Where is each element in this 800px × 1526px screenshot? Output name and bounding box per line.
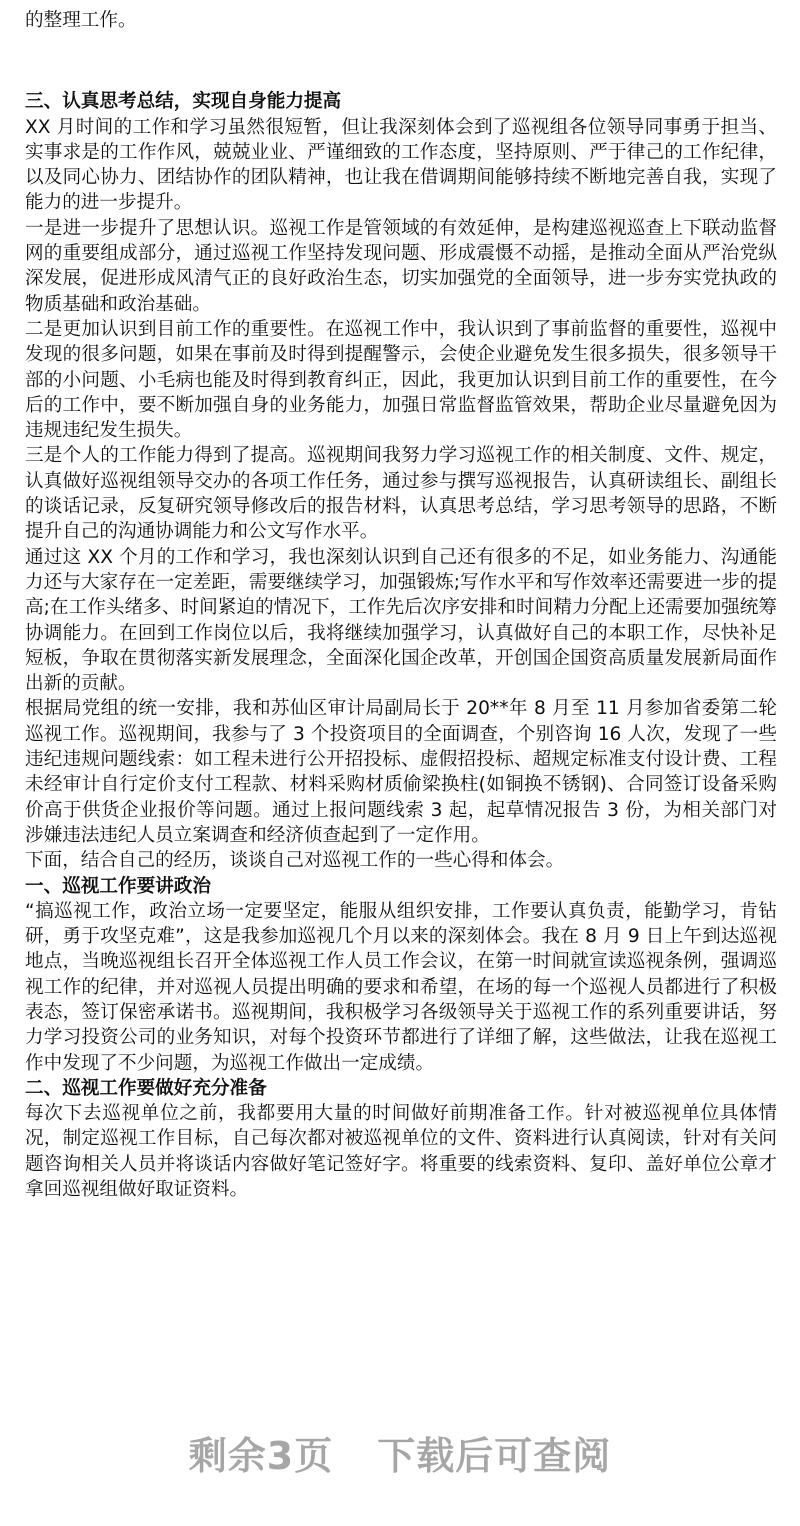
document-body (25, 8, 777, 1202)
paragraph: 根据局党组的统一安排，我和苏仙区审计局副局长于 20**年 8 月至 11 月参加省委第二轮巡视工作。巡视期间，我参与了 3 个投资项目的全面调查，个别咨询 16 人次，发现了一些违纪违规问题线索：如工程未进行公开招投标、虚假招投标、超规定标准支付设计费、工程未经审计自行定价支付工程款、材料采购材质偷梁换柱(如铜换不锈钢)、合同签订设备采购价高于供货企业报价等问题。通过上报问题线索 3 起，起草情况报告 3 份，为相关部门对涉嫌违法违纪人员立案调查和经济侦查起到了一定作用。 (25, 698, 777, 846)
spacer (25, 33, 777, 89)
section-heading: 三、认真思考总结，实现自身能力提高 (25, 91, 342, 113)
paragraph: 三是个人的工作能力得到了提高。巡视期间我努力学习巡视工作的相关制度、文件、规定，认真做好巡视组领导交办的各项工作任务，通过参与撰写巡视报告，认真研读组长、副组长的谈话记录，反复研究领导修改后的报告材料，认真思考总结，学习思考领导的思路，不断提升自己的沟通协调能力和公文写作水平。 (25, 445, 777, 543)
remaining-pages-label: 剩余3页 (188, 1434, 334, 1478)
paragraph: 每次下去巡视单位之前，我都要用大量的时间做好前期准备工作。针对被巡视单位具体情况，制定巡视工作目标，自己每次都对被巡视单位的文件、资料进行认真阅读，针对有关问题咨询相关人员并将谈话内容做好笔记签好字。将重要的线索资料、复印、盖好单位公章才拿回巡视组做好取证资料。 (25, 1103, 777, 1201)
paragraph: 通过这 XX 个月的工作和学习，我也深刻认识到自己还有很多的不足，如业务能力、沟通能力还与大家存在一定差距，需要继续学习，加强锻炼;写作水平和写作效率还需要进一步的提高;在工作头绪多、时间紧迫的情况下，工作先后次序安排和时间精力分配上还需要加强统筹协调能力。在回到工作岗位以后，我将继续加强学习，认真做好自己的本职工作，尽快补足短板，争取在贯彻落实新发展理念，全面深化国企改革，开创国企国资高质量发展新局面作出新的贡献。 (25, 546, 777, 695)
download-prompt[interactable] (0, 1425, 800, 1480)
download-to-view-label: 下载后可查阅 (377, 1434, 612, 1478)
paragraph: “搞巡视工作，政治立场一定要坚定，能服从组织安排，工作要认真负责，能勤学习，肯钻研，勇于攻坚克难”，这是我参加巡视几个月以来的深刻体会。我在 8 月 9 日上午到达巡视地点，当晚巡视组长召开全体巡视工作人员工作会议，在第一时间就宣读巡视条例，强调巡视工作的纪律，并对巡视人员提出明确的要求和希望，在场的每一个巡视人员都进行了积极表态，签订保密承诺书。巡视期间，我积极学习各级领导关于巡视工作的系列重要讲话，努力学习投资公司的业务知识，对每个投资环节都进行了详细了解，这些做法，让我在巡视工作中发现了不少问题，为巡视工作做出一定成绩。 (25, 900, 777, 1074)
intro-tail: 的整理工作。 (25, 10, 137, 31)
section-heading: 二、巡视工作要做好充分准备 (25, 1077, 267, 1099)
paragraph: 二是更加认识到目前工作的重要性。在巡视工作中，我认识到了事前监督的重要性，巡视中发现的很多问题，如果在事前及时得到提醒警示，会使企业避免发生很多损失，很多领导干部的小问题、小毛病也能及时得到教育纠正，因此，我更加认识到目前工作的重要性，在今后的工作中，要不断加强自身的业务能力，加强日常监督监管效果，帮助企业尽量避免因为违规违纪发生损失。 (25, 318, 777, 442)
section-heading: 一、巡视工作要讲政治 (25, 875, 211, 897)
paragraph: 一是进一步提升了思想认识。巡视工作是管领域的有效延伸，是构建巡视巡查上下联动监督网的重要组成部分，通过巡视工作坚持发现问题、形成震慑不动摇，是推动全面从严治党纵深发展，促进形成风清气正的良好政治生态，切实加强党的全面领导，进一步夯实党执政的物质基础和政治基础。 (25, 217, 777, 315)
paragraph: XX 月时间的工作和学习虽然很短暂，但让我深刻体会到了巡视组各位领导同事勇于担当、实事求是的工作作风，兢兢业业、严谨细致的工作态度，坚持原则、严于律己的工作纪律，以及同心协力、团结协作的团队精神，也让我在借调期间能够持续不断地完善自我，实现了能力的进一步提升。 (25, 116, 777, 214)
paragraph: 下面，结合自己的经历，谈谈自己对巡视工作的一些心得和体会。 (25, 850, 565, 872)
